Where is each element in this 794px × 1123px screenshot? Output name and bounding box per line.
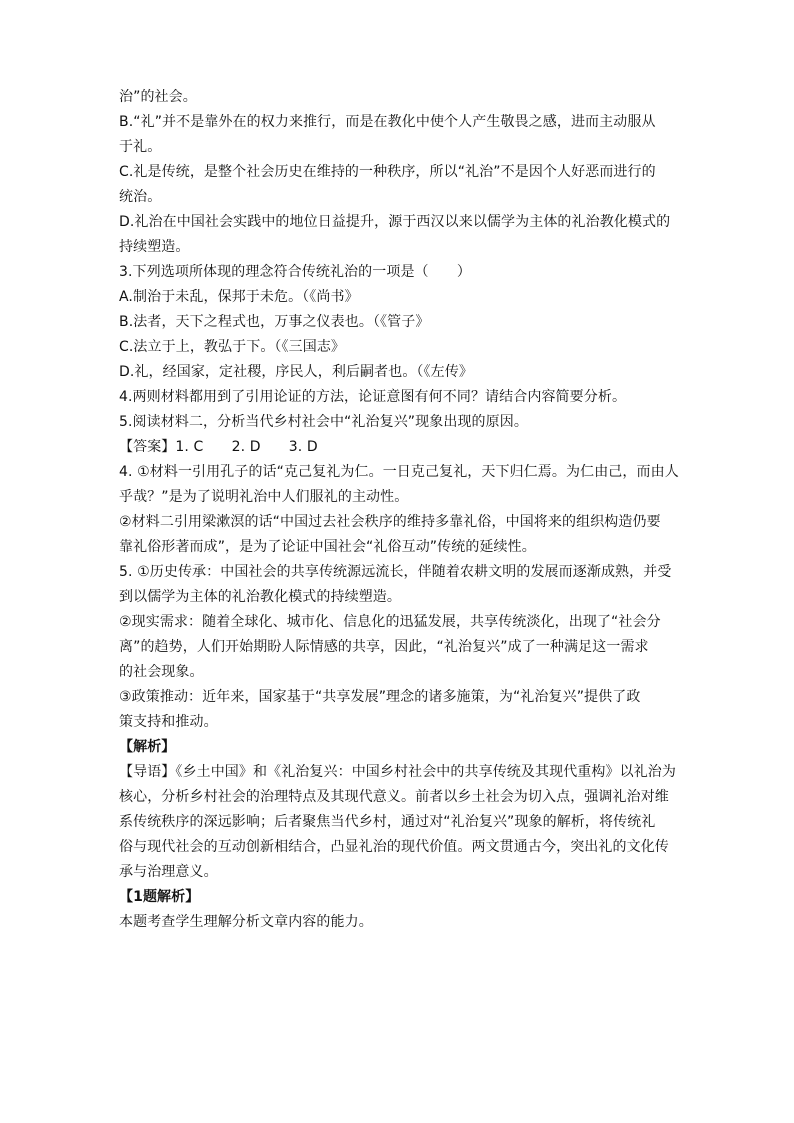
text-line: 乎哉？”是为了说明礼治中人们服礼的主动性。 — [119, 489, 409, 505]
text-line: 统治。 — [119, 189, 162, 205]
text-line: 【解析】 — [119, 739, 176, 755]
text-line: 【导语】《乡土中国》和《礼治复兴：中国乡村社会中的共享传统及其现代重构》以礼治为 — [119, 764, 676, 780]
text-line: 治”的社会。 — [119, 89, 197, 105]
text-line: ②现实需求：随着全球化、城市化、信息化的迅猛发展，共享传统淡化，出现了“社会分 — [119, 614, 661, 630]
text-line: 系传统秩序的深远影响；后者聚焦当代乡村，通过对“礼治复兴”现象的解析，将传统礼 — [119, 814, 656, 830]
text-line: D.礼治在中国社会实践中的地位日益提升，源于西汉以来以儒学为主体的礼治教化模式的 — [119, 214, 671, 230]
text-line: D.礼，经国家，定社稷，序民人，利后嗣者也。（《左传》 — [119, 364, 473, 380]
text-line: 于礼。 — [119, 139, 162, 155]
text-line: C.法立于上，教弘于下。（《三国志》 — [119, 339, 346, 355]
text-line: 的社会现象。 — [119, 664, 204, 680]
text-line: 策支持和推动。 — [119, 714, 218, 730]
text-line: 核心，分析乡村社会的治理特点及其现代意义。前者以乡土社会为切入点，强调礼治对维 — [119, 789, 669, 805]
text-line: 靠礼俗形著而成”，是为了论证中国社会“礼俗互动”传统的延续性。 — [119, 539, 536, 555]
document-page — [119, 88, 679, 938]
text-line: 【1题解析】 — [119, 889, 200, 905]
text-line: B.法者，天下之程式也，万事之仪表也。（《管子》 — [119, 314, 430, 330]
text-line: 4. ①材料一引用孔子的话“克己复礼为仁。一日克己复礼，天下归仁焉。为仁由己，而由人 — [119, 464, 679, 480]
text-line: A.制治于未乱，保邦于未危。（《尚书》 — [119, 289, 359, 305]
text-line: ②材料二引用梁漱溟的话“中国过去社会秩序的维持多靠礼俗，中国将来的组织构造仍要 — [119, 514, 661, 530]
text-line: ③政策推动：近年来，国家基于“共享发展”理念的诸多施策，为“礼治复兴”提供了政 — [119, 689, 641, 705]
text-line: 5. ①历史传承：中国社会的共享传统源远流长，伴随着农耕文明的发展而逐渐成熟，并受 — [119, 564, 672, 580]
text-line: 4.两则材料都用到了引用论证的方法，论证意图有何不同？请结合内容简要分析。 — [119, 389, 627, 405]
text-line: 3.下列选项所体现的理念符合传统礼治的一项是（ ） — [119, 264, 471, 280]
text-line: 【答案】1. C 2. D 3. D — [119, 439, 318, 455]
text-line: B.“礼”并不是靠外在的权力来推行，而是在教化中使个人产生敬畏之感，进而主动服从 — [119, 114, 656, 130]
text-line: 承与治理意义。 — [119, 864, 218, 880]
text-line: C.礼是传统，是整个社会历史在维持的一种秩序，所以“礼治”不是因个人好恶而进行的 — [119, 164, 656, 180]
text-line: 到以儒学为主体的礼治教化模式的持续塑造。 — [119, 589, 401, 605]
text-line: 俗与现代社会的互动创新相结合，凸显礼治的现代价值。两文贯通古今，突出礼的文化传 — [119, 839, 669, 855]
text-line: 离”的趋势，人们开始期盼人际情感的共享，因此，“礼治复兴”成了一种满足这一需求 — [119, 639, 649, 655]
text-line: 5.阅读材料二，分析当代乡村社会中“礼治复兴”现象出现的原因。 — [119, 414, 528, 430]
text-line: 持续塑造。 — [119, 239, 190, 255]
text-line: 本题考查学生理解分析文章内容的能力。 — [119, 914, 373, 930]
